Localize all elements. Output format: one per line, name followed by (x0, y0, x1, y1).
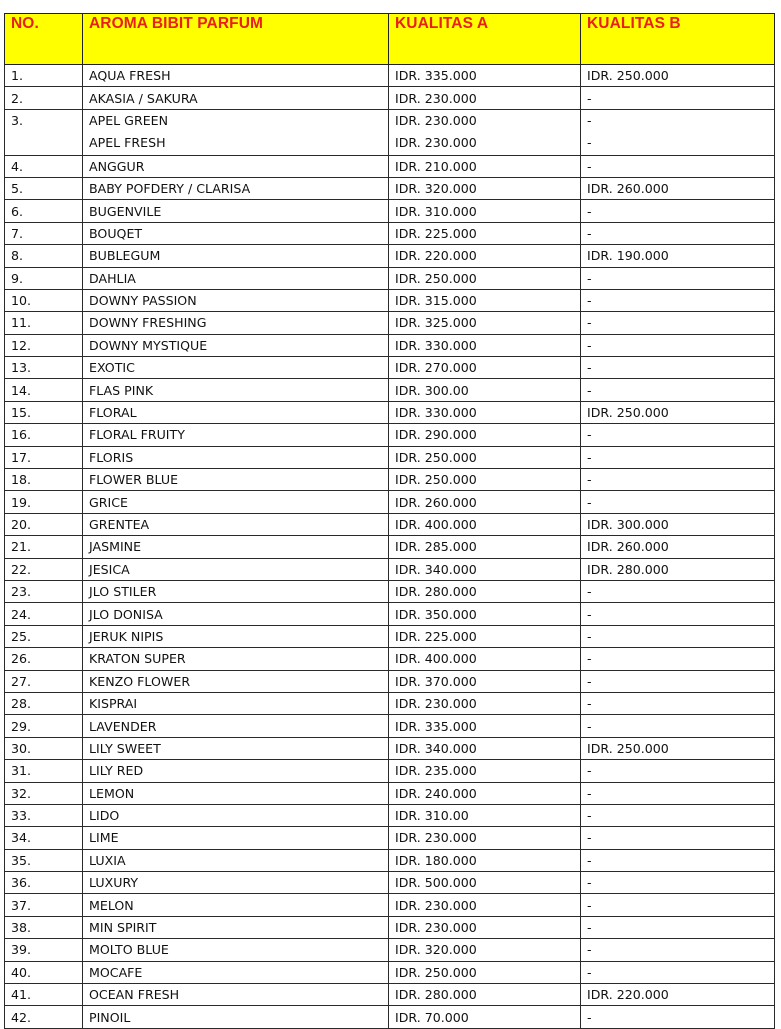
row-number: 39. (5, 939, 83, 961)
row-number: 33. (5, 804, 83, 826)
price-kualitas-b-cell: IDR. 300.000 (581, 513, 775, 535)
table-row (5, 894, 775, 916)
table-row (5, 670, 775, 692)
row-number: 8. (5, 245, 83, 267)
row-number: 17. (5, 446, 83, 468)
price-kualitas-b-cell: - (581, 155, 775, 177)
aroma-name-cell: LIDO (83, 804, 389, 826)
row-number: 20. (5, 513, 83, 535)
table-row (5, 357, 775, 379)
table-row (5, 267, 775, 289)
row-number: 14. (5, 379, 83, 401)
price-kualitas-a-cell: IDR. 330.000 (389, 401, 581, 423)
row-number: 1. (5, 65, 83, 87)
table-row (5, 469, 775, 491)
table-row (5, 491, 775, 513)
price-kualitas-a-cell: IDR. 340.000 (389, 558, 581, 580)
price-kualitas-b-cell: IDR. 250.000 (581, 737, 775, 759)
aroma-name-cell: JLO DONISA (83, 603, 389, 625)
price-kualitas-b-cell: IDR. 220.000 (581, 984, 775, 1006)
table-row (5, 692, 775, 714)
row-number: 25. (5, 625, 83, 647)
price-kualitas-b: - (587, 135, 592, 151)
table-row (5, 737, 775, 759)
price-kualitas-b-cell: IDR. 260.000 (581, 536, 775, 558)
price-kualitas-a-cell: IDR. 250.000 (389, 469, 581, 491)
price-kualitas-b-cell: - (581, 804, 775, 826)
price-kualitas-a-cell: IDR. 350.000 (389, 603, 581, 625)
row-number: 30. (5, 737, 83, 759)
price-kualitas-b-cell: - (581, 625, 775, 647)
table-row (5, 827, 775, 849)
price-kualitas-a-cell: IDR. 400.000 (389, 648, 581, 670)
row-number: 23. (5, 580, 83, 602)
price-kualitas-a-cell: IDR. 400.000 (389, 513, 581, 535)
row-number: 42. (5, 1006, 83, 1028)
aroma-name-cell: AKASIA / SAKURA (83, 87, 389, 109)
table-row (5, 648, 775, 670)
table-row (5, 849, 775, 871)
aroma-name-cell: FLOWER BLUE (83, 469, 389, 491)
table-row (5, 558, 775, 580)
table-row (5, 446, 775, 468)
row-number: 11. (5, 312, 83, 334)
table-row (5, 109, 775, 155)
row-number: 2. (5, 87, 83, 109)
price-kualitas-a-cell: IDR. 280.000 (389, 580, 581, 602)
price-kualitas-b-cell: - (581, 289, 775, 311)
table-row (5, 961, 775, 983)
aroma-name-cell (83, 109, 389, 155)
aroma-name-cell: BABY POFDERY / CLARISA (83, 177, 389, 199)
price-kualitas-b-cell: IDR. 260.000 (581, 177, 775, 199)
price-kualitas-b-cell: - (581, 200, 775, 222)
aroma-name-cell: MIN SPIRIT (83, 916, 389, 938)
price-kualitas-b-cell: - (581, 872, 775, 894)
price-kualitas-b-cell: - (581, 424, 775, 446)
aroma-name-cell: DAHLIA (83, 267, 389, 289)
price-kualitas-a-cell: IDR. 290.000 (389, 424, 581, 446)
table-row (5, 984, 775, 1006)
perfume-price-table (4, 13, 775, 1029)
aroma-name-cell: JLO STILER (83, 580, 389, 602)
table-row (5, 513, 775, 535)
table-body (5, 65, 775, 1029)
price-kualitas-a-cell: IDR. 230.000 (389, 916, 581, 938)
price-kualitas-a-cell: IDR. 310.000 (389, 200, 581, 222)
table-row (5, 424, 775, 446)
price-kualitas-b-cell (581, 109, 775, 155)
row-number: 18. (5, 469, 83, 491)
price-kualitas-a-cell: IDR. 230.000 (389, 692, 581, 714)
table-row (5, 715, 775, 737)
price-kualitas-a-cell: IDR. 270.000 (389, 357, 581, 379)
aroma-name-cell: LILY RED (83, 760, 389, 782)
price-kualitas-a-cell: IDR. 235.000 (389, 760, 581, 782)
row-number: 35. (5, 849, 83, 871)
price-kualitas-a-cell: IDR. 325.000 (389, 312, 581, 334)
price-kualitas-a-cell: IDR. 500.000 (389, 872, 581, 894)
price-kualitas-b-cell: - (581, 469, 775, 491)
price-kualitas-a-cell: IDR. 340.000 (389, 737, 581, 759)
price-kualitas-a-cell: IDR. 225.000 (389, 222, 581, 244)
table-row (5, 782, 775, 804)
row-number: 32. (5, 782, 83, 804)
aroma-name-cell: KENZO FLOWER (83, 670, 389, 692)
price-kualitas-a-cell: IDR. 70.000 (389, 1006, 581, 1028)
price-kualitas-a-cell: IDR. 225.000 (389, 625, 581, 647)
price-kualitas-b-cell: - (581, 692, 775, 714)
row-number: 34. (5, 827, 83, 849)
row-number: 7. (5, 222, 83, 244)
price-kualitas-b-cell: - (581, 894, 775, 916)
aroma-name-cell: FLORAL (83, 401, 389, 423)
table-row (5, 760, 775, 782)
price-kualitas-b-cell: - (581, 827, 775, 849)
price-kualitas-a-cell: IDR. 310.00 (389, 804, 581, 826)
table-row (5, 289, 775, 311)
aroma-name-cell: LEMON (83, 782, 389, 804)
aroma-name-cell: BUBLEGUM (83, 245, 389, 267)
header-aroma: AROMA BIBIT PARFUM (83, 14, 389, 65)
price-kualitas-a-cell: IDR. 250.000 (389, 267, 581, 289)
row-number-text: 3. (11, 112, 24, 128)
price-kualitas-a-cell: IDR. 280.000 (389, 984, 581, 1006)
aroma-name-cell: DOWNY FRESHING (83, 312, 389, 334)
price-kualitas-b-cell: - (581, 603, 775, 625)
price-kualitas-a-cell: IDR. 335.000 (389, 65, 581, 87)
row-number: 13. (5, 357, 83, 379)
row-number: 26. (5, 648, 83, 670)
table-row (5, 916, 775, 938)
table-header (5, 14, 775, 65)
aroma-name-cell: BOUQET (83, 222, 389, 244)
aroma-name-cell: KRATON SUPER (83, 648, 389, 670)
table-row (5, 65, 775, 87)
table-row (5, 536, 775, 558)
aroma-name-cell: OCEAN FRESH (83, 984, 389, 1006)
price-kualitas-b-cell: - (581, 334, 775, 356)
price-kualitas-b-cell: - (581, 648, 775, 670)
row-number: 6. (5, 200, 83, 222)
row-number: 22. (5, 558, 83, 580)
aroma-name-cell: GRENTEA (83, 513, 389, 535)
aroma-name-cell: JASMINE (83, 536, 389, 558)
row-number: 31. (5, 760, 83, 782)
row-number: 10. (5, 289, 83, 311)
price-kualitas-a-cell: IDR. 230.000 (389, 827, 581, 849)
price-kualitas-a-cell: IDR. 250.000 (389, 446, 581, 468)
price-kualitas-a-cell: IDR. 330.000 (389, 334, 581, 356)
aroma-name-cell: LILY SWEET (83, 737, 389, 759)
aroma-name-cell: KISPRAI (83, 692, 389, 714)
table-row (5, 334, 775, 356)
row-number: 21. (5, 536, 83, 558)
row-number: 16. (5, 424, 83, 446)
aroma-name-cell: FLORAL FRUITY (83, 424, 389, 446)
table-row (5, 872, 775, 894)
price-kualitas-b-cell: IDR. 250.000 (581, 65, 775, 87)
price-kualitas-a-cell: IDR. 260.000 (389, 491, 581, 513)
price-kualitas-b-cell: - (581, 491, 775, 513)
row-number: 27. (5, 670, 83, 692)
price-kualitas-b-cell: - (581, 446, 775, 468)
price-kualitas-b-cell: IDR. 250.000 (581, 401, 775, 423)
aroma-name-cell: MOCAFE (83, 961, 389, 983)
aroma-name-cell: JERUK NIPIS (83, 625, 389, 647)
aroma-name-cell: EXOTIC (83, 357, 389, 379)
price-kualitas-a-cell: IDR. 320.000 (389, 177, 581, 199)
price-kualitas-b-cell: - (581, 715, 775, 737)
aroma-name-cell: DOWNY MYSTIQUE (83, 334, 389, 356)
aroma-name: APEL GREEN (89, 112, 169, 128)
price-kualitas-a-cell: IDR. 370.000 (389, 670, 581, 692)
row-number: 36. (5, 872, 83, 894)
aroma-name-cell: LAVENDER (83, 715, 389, 737)
table-row (5, 625, 775, 647)
table-row (5, 200, 775, 222)
price-kualitas-b-cell: - (581, 961, 775, 983)
table-row (5, 177, 775, 199)
header-kualitas-a: KUALITAS A (389, 14, 581, 65)
table-row (5, 245, 775, 267)
table-row (5, 1006, 775, 1028)
table-row (5, 155, 775, 177)
price-kualitas-b-cell: IDR. 190.000 (581, 245, 775, 267)
table-row (5, 401, 775, 423)
price-kualitas-a: IDR. 230.000 (395, 135, 477, 151)
aroma-name-cell: PINOIL (83, 1006, 389, 1028)
price-kualitas-b-cell: - (581, 760, 775, 782)
price-kualitas-a-cell: IDR. 180.000 (389, 849, 581, 871)
aroma-name-cell: GRICE (83, 491, 389, 513)
row-number: 9. (5, 267, 83, 289)
price-kualitas-b-cell: - (581, 357, 775, 379)
price-kualitas-b-cell: - (581, 267, 775, 289)
header-no: NO. (5, 14, 83, 65)
aroma-name-cell: LUXURY (83, 872, 389, 894)
table-row (5, 580, 775, 602)
row-number: 37. (5, 894, 83, 916)
price-kualitas-b-cell: - (581, 312, 775, 334)
price-kualitas-b-cell: - (581, 580, 775, 602)
aroma-name-cell: FLORIS (83, 446, 389, 468)
table-row (5, 312, 775, 334)
price-kualitas-a-cell: IDR. 300.00 (389, 379, 581, 401)
price-kualitas-b-cell: - (581, 782, 775, 804)
price-kualitas-b-cell: - (581, 1006, 775, 1028)
price-kualitas-b-cell: - (581, 670, 775, 692)
row-number: 4. (5, 155, 83, 177)
row-number: 15. (5, 401, 83, 423)
aroma-name-cell: FLAS PINK (83, 379, 389, 401)
row-number: 24. (5, 603, 83, 625)
aroma-name-cell: JESICA (83, 558, 389, 580)
table-row (5, 222, 775, 244)
price-kualitas-a-cell (389, 109, 581, 155)
price-kualitas-a: IDR. 230.000 (395, 112, 477, 128)
price-kualitas-a-cell: IDR. 285.000 (389, 536, 581, 558)
price-kualitas-b-cell: IDR. 280.000 (581, 558, 775, 580)
row-number: 29. (5, 715, 83, 737)
aroma-name-cell: MELON (83, 894, 389, 916)
table-row (5, 939, 775, 961)
price-kualitas-b: - (587, 112, 592, 128)
price-kualitas-a-cell: IDR. 220.000 (389, 245, 581, 267)
price-kualitas-a-cell: IDR. 210.000 (389, 155, 581, 177)
row-number: 28. (5, 692, 83, 714)
price-kualitas-a-cell: IDR. 335.000 (389, 715, 581, 737)
row-number: 12. (5, 334, 83, 356)
row-number (5, 109, 83, 155)
price-list-sheet (4, 13, 774, 1029)
price-kualitas-a-cell: IDR. 250.000 (389, 961, 581, 983)
table-row (5, 87, 775, 109)
price-kualitas-b-cell: - (581, 87, 775, 109)
aroma-name: APEL FRESH (89, 135, 166, 151)
aroma-name-cell: LIME (83, 827, 389, 849)
aroma-name-cell: ANGGUR (83, 155, 389, 177)
row-number: 5. (5, 177, 83, 199)
row-number: 40. (5, 961, 83, 983)
table-row (5, 603, 775, 625)
price-kualitas-b-cell: - (581, 849, 775, 871)
price-kualitas-b-cell: - (581, 222, 775, 244)
price-kualitas-a-cell: IDR. 230.000 (389, 894, 581, 916)
aroma-name-cell: MOLTO BLUE (83, 939, 389, 961)
aroma-name-cell: LUXIA (83, 849, 389, 871)
header-row (5, 14, 775, 65)
row-number: 19. (5, 491, 83, 513)
price-kualitas-a-cell: IDR. 315.000 (389, 289, 581, 311)
price-kualitas-b-cell: - (581, 916, 775, 938)
header-kualitas-b: KUALITAS B (581, 14, 775, 65)
table-row (5, 379, 775, 401)
aroma-name-cell: DOWNY PASSION (83, 289, 389, 311)
row-number: 38. (5, 916, 83, 938)
table-row (5, 804, 775, 826)
price-kualitas-a-cell: IDR. 230.000 (389, 87, 581, 109)
price-kualitas-a-cell: IDR. 320.000 (389, 939, 581, 961)
price-kualitas-b-cell: - (581, 379, 775, 401)
price-kualitas-a-cell: IDR. 240.000 (389, 782, 581, 804)
price-kualitas-b-cell: - (581, 939, 775, 961)
row-number: 41. (5, 984, 83, 1006)
aroma-name-cell: AQUA FRESH (83, 65, 389, 87)
aroma-name-cell: BUGENVILE (83, 200, 389, 222)
